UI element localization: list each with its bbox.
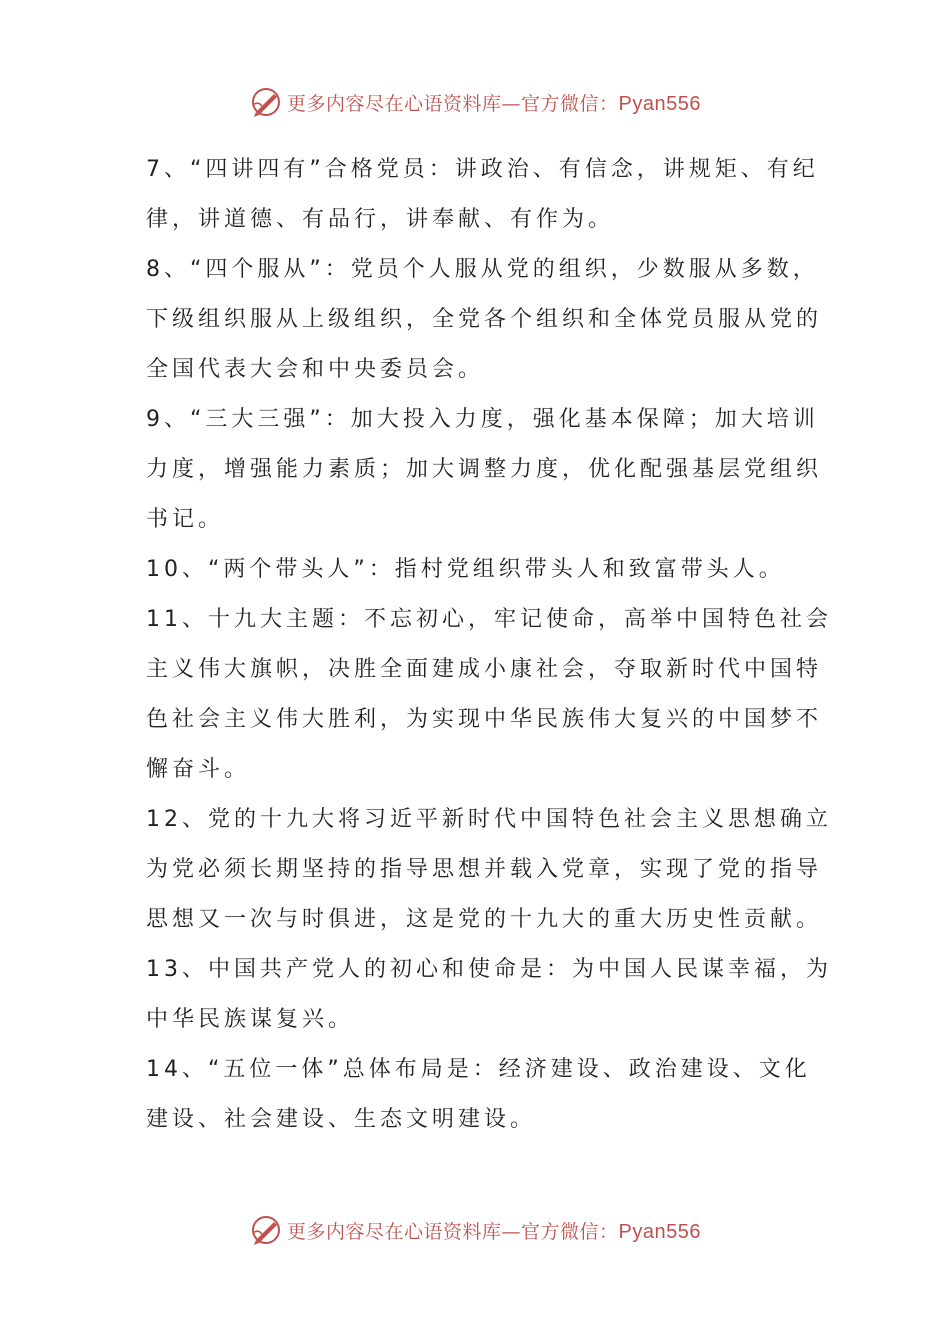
pen-logo-icon [249,85,283,119]
header-banner [0,82,950,122]
list-item: 12、党的十九大将习近平新时代中国特色社会主义思想确立为党必须长期坚持的指导思想并载入党章，实现了党的指导思想又一次与时俱进，这是党的十九大的重大历史性贡献。 [146,807,832,932]
list-item: 14、“五位一体”总体布局是：经济建设、政治建设、文化建设、社会建设、生态文明建设。 [146,1057,811,1132]
header-wechat-id: Pyan556 [618,92,701,115]
footer-banner-text: 更多内容尽在心语资料库—官方微信：Pyan556 [287,1220,701,1243]
document-body [146,145,836,1145]
list-item: 8、“四个服从”：党员个人服从党的组织，少数服从多数，下级组织服从上级组织，全党各个组织和全体党员服从党的全国代表大会和中央委员会。 [146,257,823,382]
list-item: 7、“四讲四有”合格党员：讲政治、有信念，讲规矩、有纪律，讲道德、有品行，讲奉献、有作为。 [146,157,819,232]
list-item: 11、十九大主题：不忘初心，牢记使命，高举中国特色社会主义伟大旗帜，决胜全面建成小康社会，夺取新时代中国特色社会主义伟大胜利，为实现中华民族伟大复兴的中国梦不懈奋斗。 [146,607,832,782]
list-item: 9、“三大三强”：加大投入力度，强化基本保障；加大培训力度，增强能力素质；加大调整力度，优化配强基层党组织书记。 [146,407,823,532]
list-item: 10、“两个带头人”：指村党组织带头人和致富带头人。 [146,557,785,582]
footer-banner [0,1210,950,1250]
list-item: 13、中国共产党人的初心和使命是：为中国人民谋幸福，为中华民族谋复兴。 [146,957,832,1032]
footer-wechat-id: Pyan556 [618,1220,701,1243]
pen-logo-icon [249,1213,283,1247]
header-banner-text: 更多内容尽在心语资料库—官方微信：Pyan556 [287,92,701,115]
